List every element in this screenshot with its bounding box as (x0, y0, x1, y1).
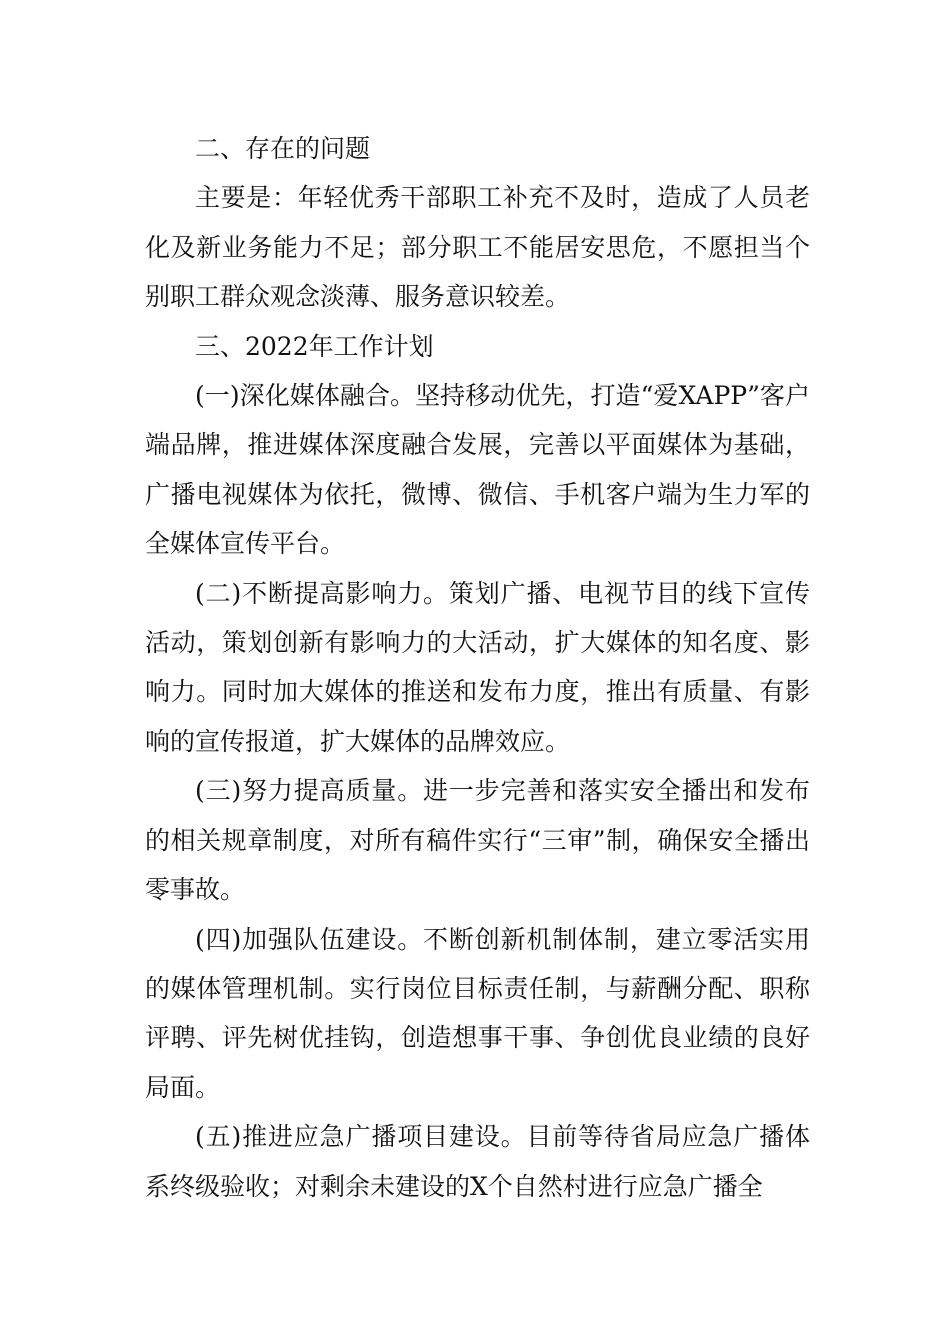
section-three-heading: 三、2022年工作计划 (195, 331, 434, 361)
plan-item-1: (一)深化媒体融合。坚持移动优先，打造“爱XAPP”客户端品牌，推进媒体深度融合发展，完善以平面媒体为基础，广播电视媒体为依托，微博、微信、手机客户端为生力军的全媒体宣传平台。 (145, 381, 810, 559)
document-body (145, 124, 810, 1211)
plan-item-4: (四)加强队伍建设。不断创新机制体制，建立零活实用的媒体管理机制。实行岗位目标责任制，与薪酬分配、职称评聘、评先树优挂钩，创造想事干事、争创优良业绩的良好局面。 (145, 924, 810, 1102)
section-two-heading: 二、存在的问题 (195, 134, 371, 163)
plan-item-3: (三)努力提高质量。进一步完善和落实安全播出和发布的相关规章制度，对所有稿件实行“三审”制，确保安全播出零事故。 (145, 776, 810, 905)
section-two-paragraph: 主要是：年轻优秀干部职工补充不及时，造成了人员老化及新业务能力不足；部分职工不能居安思危，不愿担当个别职工群众观念淡薄、服务意识较差。 (145, 183, 810, 312)
plan-item-5: (五)推进应急广播项目建设。目前等待省局应急广播体系终级验收；对剩余未建设的X个自然村进行应急广播全 (145, 1122, 810, 1201)
plan-item-2: (二)不断提高影响力。策划广播、电视节目的线下宣传活动，策划创新有影响力的大活动，扩大媒体的知名度、影响力。同时加大媒体的推送和发布力度，推出有质量、有影响的宣传报道，扩大媒体的品牌效应。 (145, 578, 810, 756)
